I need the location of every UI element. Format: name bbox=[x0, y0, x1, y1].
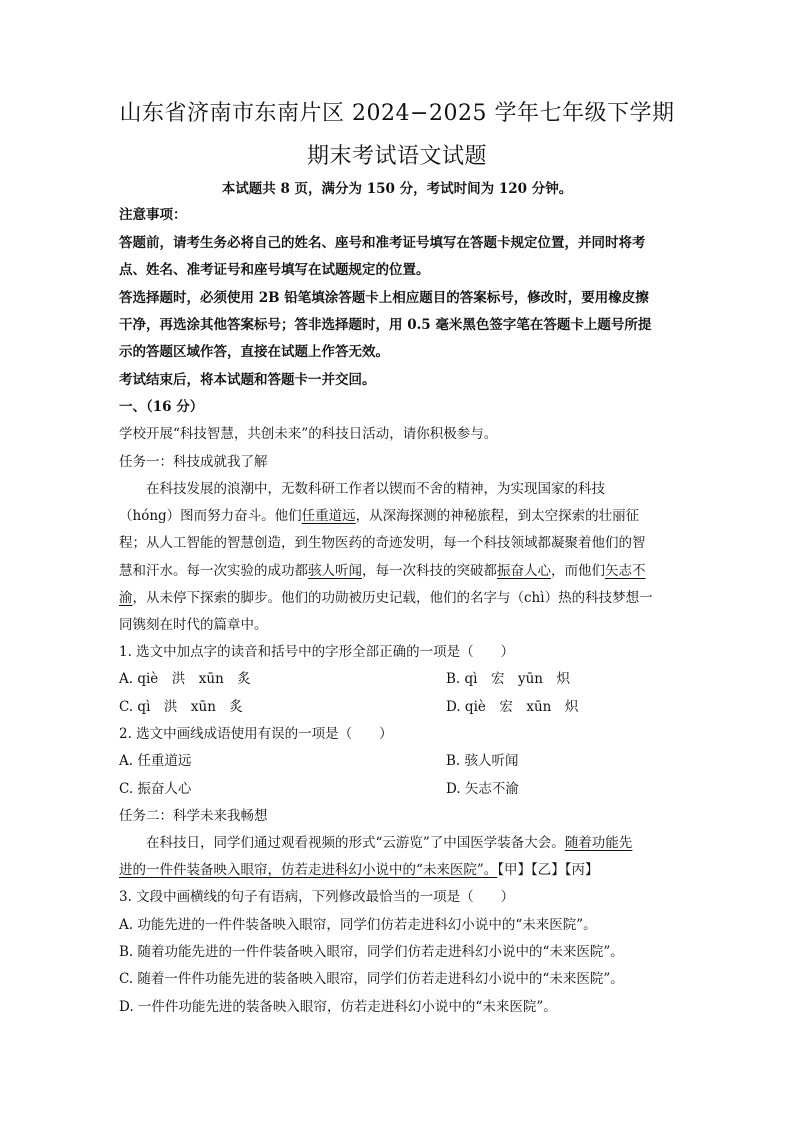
passage2-line-1: 在科技日，同学们通过观看视频的形式“云游览”了中国医学装备大会。随着功能先 bbox=[146, 835, 633, 851]
section-intro: 学校开展“科技智慧，共创未来”的科技日活动，请你积极参与。 bbox=[119, 426, 498, 442]
exam-info: 本试题共 8 页，满分为 150 分，考试时间为 120 分钟。 bbox=[221, 181, 573, 197]
notice-item-2-line-2: 干净，再选涂其他答案标号；答非选择题时，用 0.5 毫米黑色签字笔在答题卡上题号所提 bbox=[119, 317, 652, 333]
question-1-option-c[interactable]: C. qì 洪 xūn 炙 bbox=[119, 699, 243, 715]
notice-item-3: 考试结束后，将本试题和答题卡一并交回。 bbox=[119, 372, 376, 388]
underlined-sentence-end: 进的一件件装备映入眼帘，仿若走进科幻小说中的“未来医院”。 bbox=[119, 862, 498, 878]
section-heading: 一、（16 分） bbox=[119, 399, 204, 415]
underlined-sentence-start: 随着功能先 bbox=[564, 835, 633, 851]
notice-item-2-line-1: 答选择题时，必须使用 2B 铅笔填涂答题卡上相应题目的答案标号，修改时，要用橡皮擦 bbox=[119, 290, 649, 306]
task-1-heading: 任务一：科技成就我了解 bbox=[119, 454, 268, 470]
question-2-option-d[interactable]: D. 矢志不渝 bbox=[446, 781, 519, 797]
passage2-line-2: 进的一件件装备映入眼帘，仿若走进科幻小说中的“未来医院”。【甲】【乙】【丙】 bbox=[119, 862, 599, 878]
question-1-stem: 1. 选文中加点字的读音和括号中的字形全部正确的一项是（ ） bbox=[119, 644, 515, 660]
question-1-option-a[interactable]: A. qiè 洪 xūn 炙 bbox=[119, 671, 251, 687]
underlined-idiom-4-end: 渝 bbox=[119, 590, 133, 606]
question-2-option-c[interactable]: C. 振奋人心 bbox=[119, 781, 192, 797]
passage-line-2: （hóng）图而努力奋斗。他们任重道远，从深海探测的神秘旅程，到太空探索的壮丽征 bbox=[119, 508, 640, 524]
question-1-option-d[interactable]: D. qiè 宏 xūn 炽 bbox=[446, 699, 579, 715]
question-3-option-a[interactable]: A. 功能先进的一件件装备映入眼帘，同学们仿若走进科幻小说中的“未来医院”。 bbox=[119, 917, 597, 933]
passage-line-5: 渝，从未停下探索的脚步。他们的功勋被历史记载，他们的名字与（chì）热的科技梦想一 bbox=[119, 590, 653, 606]
question-2-option-a[interactable]: A. 任重道远 bbox=[119, 753, 192, 769]
notice-item-1-line-2: 点、姓名、准考证号和座号填写在试题规定的位置。 bbox=[119, 262, 430, 278]
question-3-option-b[interactable]: B. 随着功能先进的一件件装备映入眼帘，同学们仿若走进科幻小说中的“未来医院”。 bbox=[119, 944, 624, 960]
exam-subtitle: 期末考试语文试题 bbox=[306, 144, 487, 169]
underlined-idiom-3: 振奋人心 bbox=[497, 563, 551, 579]
underlined-idiom-2: 骇人听闻 bbox=[308, 563, 362, 579]
underlined-idiom-4: 矢志不 bbox=[605, 563, 646, 579]
question-3-option-d[interactable]: D. 一件件功能先进的装备映入眼帘，仿若走进科幻小说中的“未来医院”。 bbox=[119, 999, 557, 1015]
passage-line-1: 在科技发展的浪潮中，无数科研工作者以锲而不舍的精神，为实现国家的科技 bbox=[146, 481, 605, 497]
notice-item-1-line-1: 答题前，请考生务必将自己的姓名、座号和准考证号填写在答题卡规定位置，并同时将考 bbox=[119, 235, 646, 251]
notice-item-2-line-3: 示的答题区域作答，直接在试题上作答无效。 bbox=[119, 344, 389, 360]
question-3-stem: 3. 文段中画横线的句子有语病，下列修改最恰当的一项是（ ） bbox=[119, 889, 515, 905]
question-2-option-b[interactable]: B. 骇人听闻 bbox=[446, 753, 519, 769]
passage-line-3: 程；从人工智能的智慧创造，到生物医药的奇迹发明，每一个科技领域都凝聚着他们的智 bbox=[119, 535, 646, 551]
exam-title: 山东省济南市东南片区 2024−2025 学年七年级下学期 bbox=[119, 101, 675, 126]
notice-heading: 注意事项： bbox=[119, 207, 187, 223]
question-3-option-c[interactable]: C. 随着一件件功能先进的装备映入眼帘，同学们仿若走进科幻小说中的“未来医院”。 bbox=[119, 971, 624, 987]
question-2-stem: 2. 选文中画线成语使用有误的一项是（ ） bbox=[119, 726, 393, 742]
passage-line-4: 慧和汗水。每一次实验的成功都骇人听闻，每一次科技的突破都振奋人心，而他们矢志不 bbox=[119, 563, 646, 579]
passage-line-6: 同镌刻在时代的篇章中。 bbox=[119, 617, 268, 633]
underlined-idiom-1: 任重道远 bbox=[301, 508, 356, 524]
task-2-heading: 任务二：科学未来我畅想 bbox=[119, 808, 268, 824]
question-1-option-b[interactable]: B. qì 宏 yūn 炽 bbox=[446, 671, 570, 687]
